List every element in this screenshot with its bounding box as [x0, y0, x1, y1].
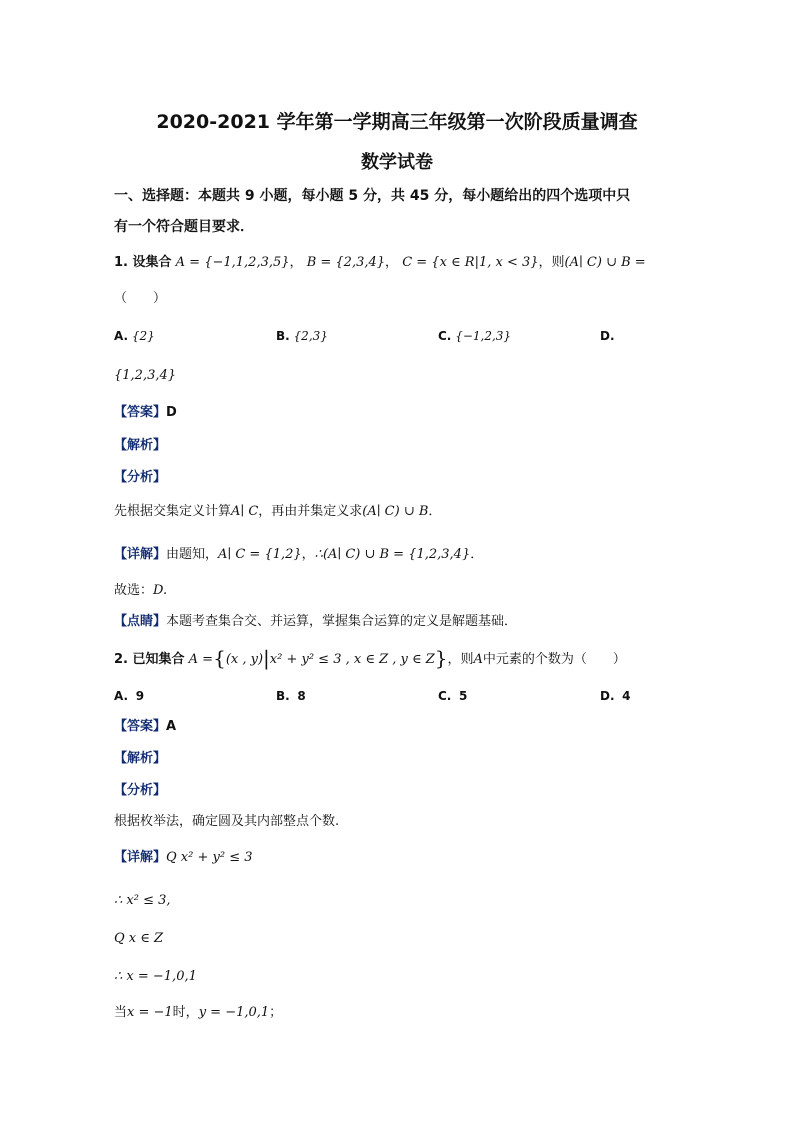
q2-answer-line: [114, 718, 176, 736]
q2-step-2: Q x ∈ Z: [114, 931, 164, 946]
q1-set-a: A = {−1,1,2,3,5}: [175, 255, 290, 270]
q2-option-c: C. 5: [438, 689, 468, 703]
q1-option-d-value: {1,2,3,4}: [114, 368, 177, 383]
q2-step-1: ∴ x² ≤ 3,: [114, 893, 171, 908]
q1-sep1: ，: [289, 255, 303, 270]
q1-option-a: A. {2}: [114, 329, 155, 343]
q1-option-b: B. {2,3}: [276, 329, 328, 343]
q1-fenxi-tag: 【分析】: [114, 470, 167, 485]
q1-dianjing-tag: 【点睛】: [114, 614, 167, 629]
q1-answer: D: [166, 405, 177, 420]
q2-answer-tag: 【答案】: [114, 719, 167, 734]
q1-analysis: 先根据交集定义计算A∣ C，再由并集定义求(A∣ C) ∪ B．: [114, 504, 442, 519]
q1-then: ，则: [538, 255, 565, 270]
q1-answer-tag: 【答案】: [114, 405, 167, 420]
q1-detail: 【详解】由题知，A∣ C = {1,2}，∴(A∣ C) ∪ B = {1,2,3,4}．: [114, 547, 484, 562]
q1-answer-paren: （ ）: [114, 291, 167, 306]
document-subtitle: 数学试卷: [361, 152, 433, 173]
q1-stem-line: [114, 254, 646, 272]
q1-choose: 故选：D.: [114, 583, 168, 598]
q2-option-b: B. 8: [276, 689, 306, 703]
q2-stem-line: 2. 已知集合 A ={(x , y)|x² + y² ≤ 3 , x ∈ Z , y ∈ Z}，则A中元素的个数为（ ）: [114, 646, 626, 670]
q1-jiexi-tag: 【解析】: [114, 438, 167, 453]
q2-jiexi-tag: 【解析】: [114, 751, 167, 766]
q2-step-3: ∴ x = −1,0,1: [114, 969, 197, 984]
q1-set-b: B = {2,3,4}: [306, 255, 386, 270]
q2-option-d: D. 4: [600, 689, 631, 703]
q2-answer: A: [166, 719, 177, 734]
q2-analysis: 根据枚举法，确定圆及其内部整点个数.: [114, 814, 340, 829]
q2-fenxi-tag: 【分析】: [114, 783, 167, 798]
q1-stem: 1. 设集合: [114, 255, 172, 270]
q1-dianjing: 【点睛】本题考查集合交、并运算，掌握集合运算的定义是解题基础．: [114, 614, 518, 629]
q1-option-d: D.: [600, 329, 615, 343]
q2-detail-tag: 【详解】: [114, 850, 167, 865]
q2-stem: 2. 已知集合: [114, 652, 185, 667]
q1-sep2: ，: [385, 255, 399, 270]
q2-step-4: 当x = −1时，y = −1,0,1；: [114, 1005, 283, 1020]
q2-option-a: A. 9: [114, 689, 145, 703]
q1-answer-line: [114, 404, 177, 422]
q1-detail-tag: 【详解】: [114, 547, 167, 562]
q1-set-c: C = {x ∈ R|1, x < 3}: [402, 255, 539, 270]
section-heading-line1: 一、选择题：本题共 9 小题，每小题 5 分，共 45 分，每小题给出的四个选项中只: [114, 188, 631, 204]
section-heading-line2: 有一个符合题目要求．: [114, 219, 254, 235]
q1-expression: (A∣ C) ∪ B =: [564, 255, 646, 270]
document-title: 2020-2021 学年第一学期高三年级第一次阶段质量调查: [156, 111, 638, 133]
q2-detail: 【详解】Q x² + y² ≤ 3: [114, 850, 253, 865]
q1-option-c: C. {−1,2,3}: [438, 329, 512, 343]
